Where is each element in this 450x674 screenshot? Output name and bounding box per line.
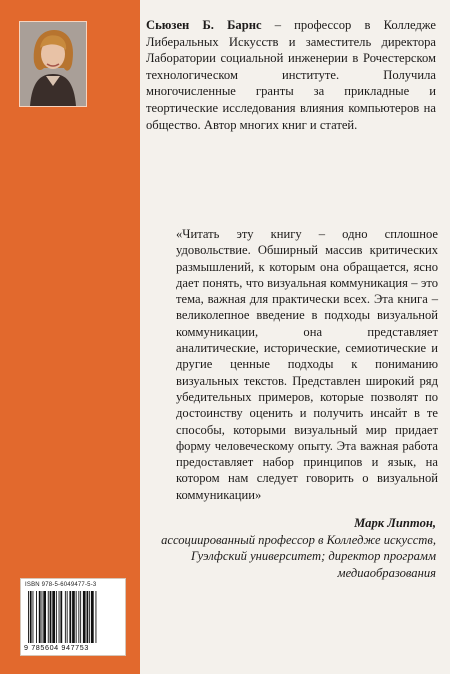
reviewer-role: ассоциированный профессор в Колледже искусств, Гуэлфский университет; директор программ медиаобразования (161, 532, 436, 580)
isbn-label: ISBN 978-5-6049477-5-3 (25, 582, 97, 588)
reviewer-name: Марк Липтон, (354, 516, 436, 530)
author-bio (146, 17, 436, 133)
quote-attribution (150, 515, 436, 581)
author-portrait-icon (20, 22, 86, 106)
review-quote: «Читать эту книгу – одно сплошное удовольствие. Обширный массив критических размышлений, к которым она обращается, ясно дает понять, что визуальная коммуникация – это тема, важная для практически всех. Эта книга – великолепное введение в подходы визуальной коммуникации, она представляет аналитические, исторические, семиотические и другие ценные подходы к пониманию визуальных текстов. Представлен широкий ряд убедительных примеров, которые позволят по достоинству оценить и получить инсайт в те способы, которыми визуальный мир придает форму человеческому опыту. Эта важная работа предоставляет набор принципов и язык, на котором нам следует говорить о визуальной коммуникации» (176, 227, 438, 502)
author-bio-text: – профессор в Колледже Либеральных Искусств и заместитель директора Лаборатории социальной инженерии в Рочестерском технологическом институте. Получила многочисленные гранты за прикладные и теортические исследования влияния компьютеров на общество. Автор многих книг и статей. (146, 18, 437, 132)
author-name: Сьюзен Б. Барнс (146, 18, 262, 32)
isbn-barcode (20, 578, 126, 656)
author-photo (19, 21, 87, 107)
barcode-bars (27, 591, 120, 643)
barcode-digits: 9 785604 947753 (24, 643, 89, 652)
